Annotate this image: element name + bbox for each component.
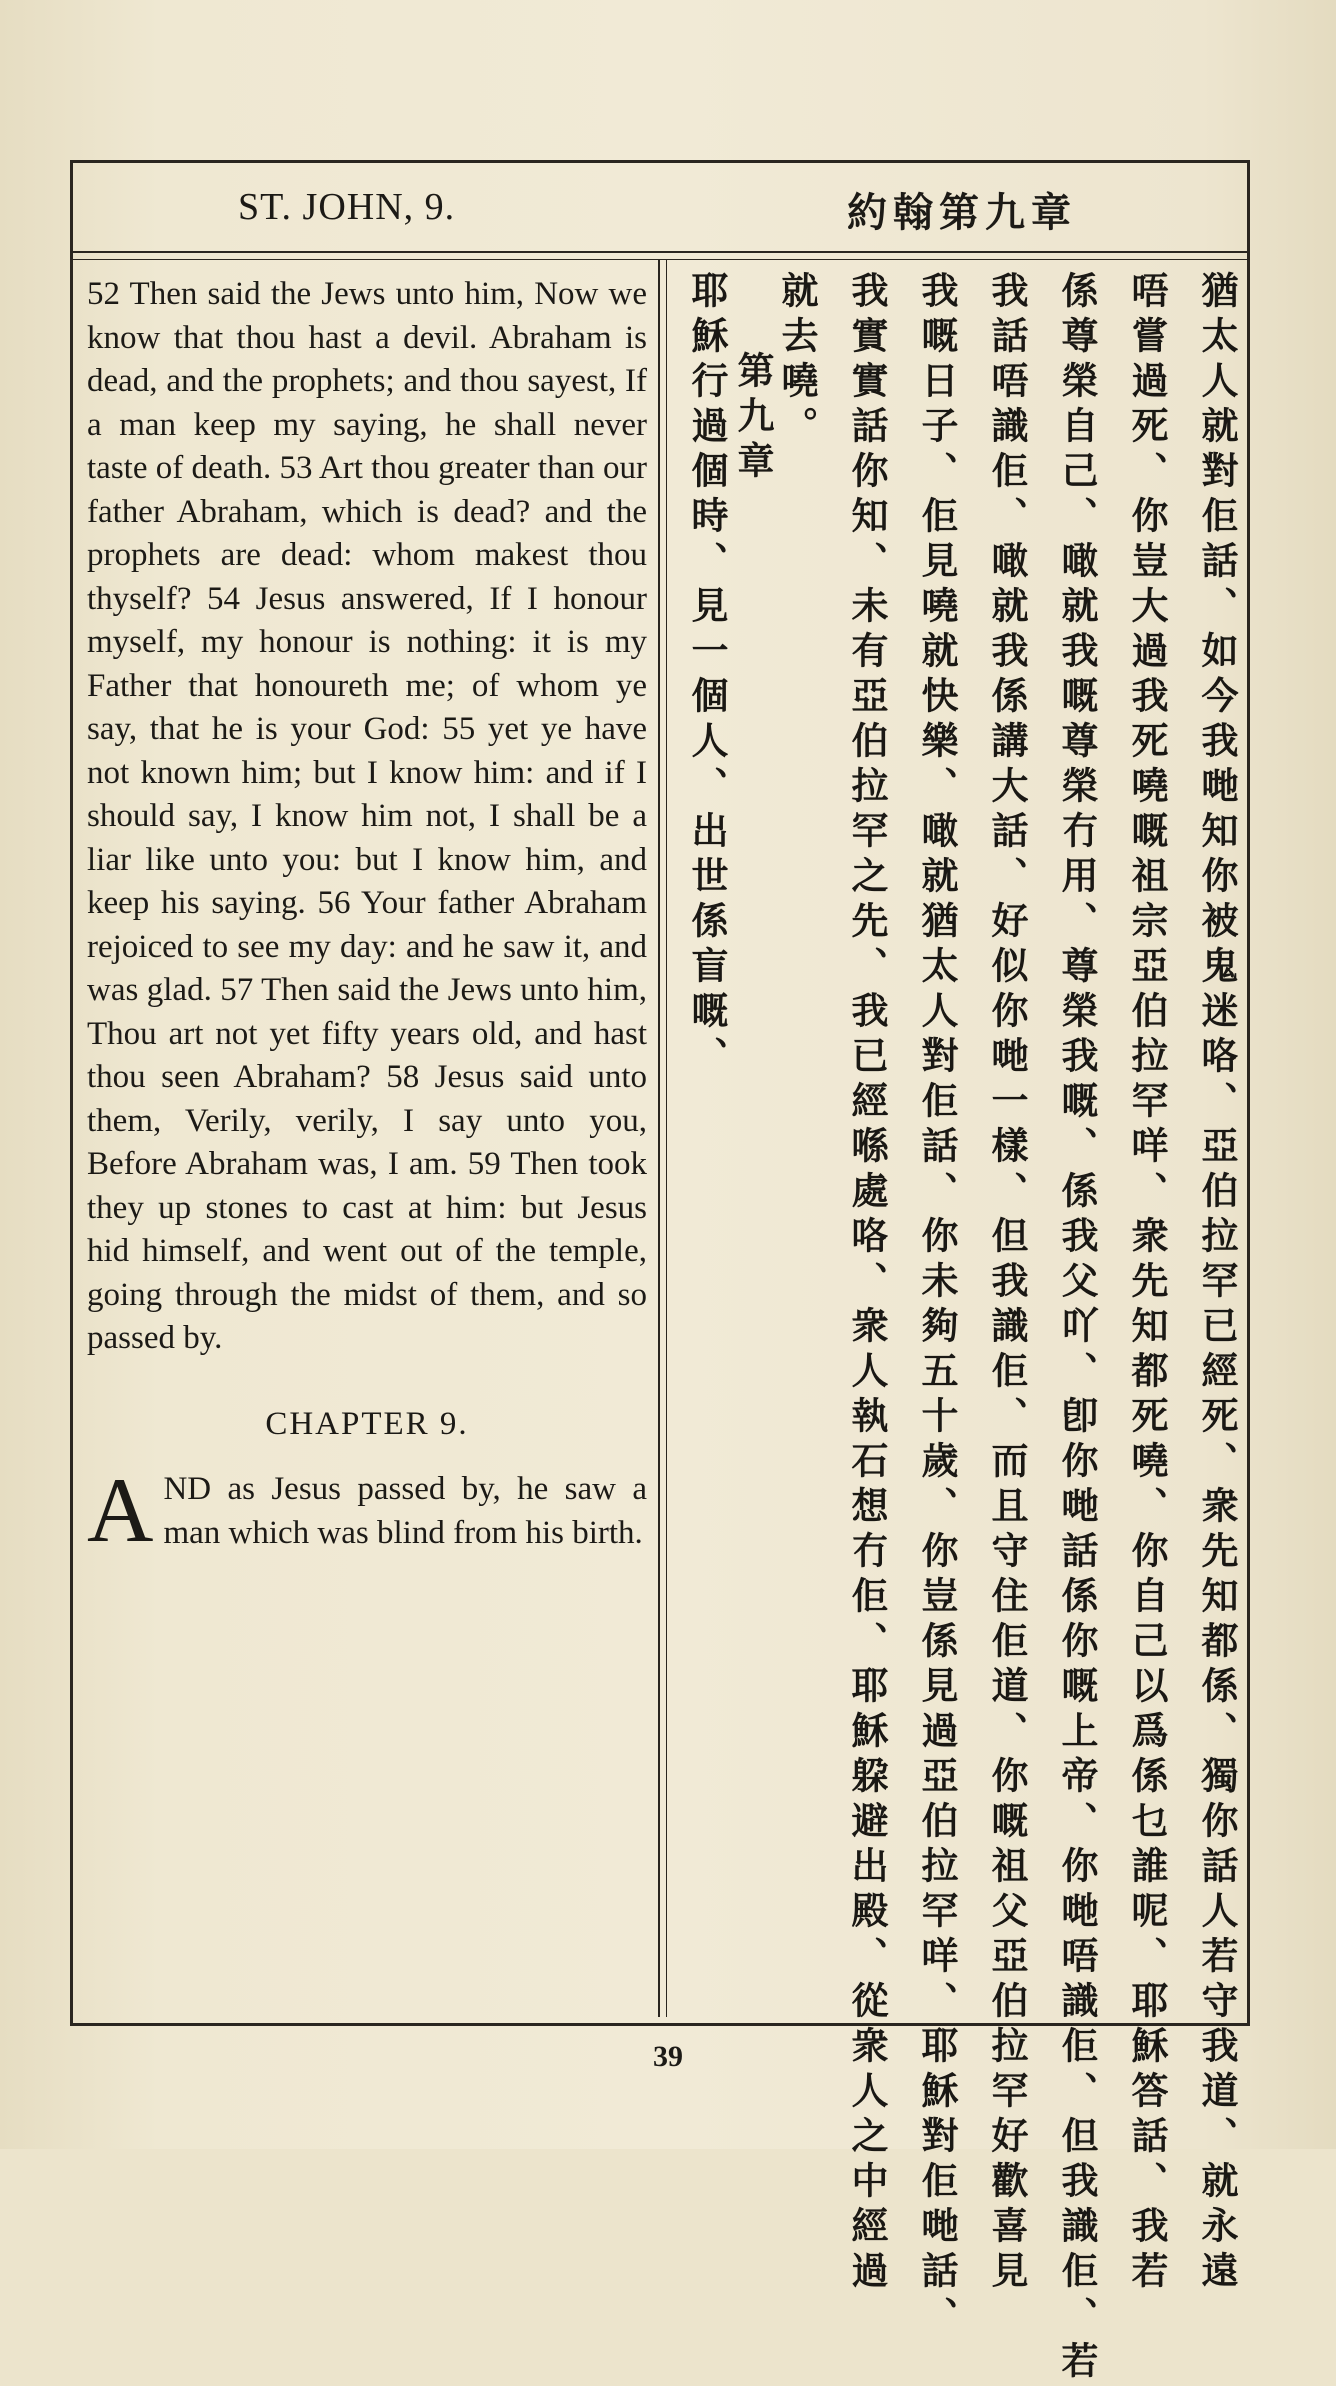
english-chapter-9-text: ND as Jesus passed by, he saw a man which was blind from his birth. [163,1471,647,1551]
chinese-chapter-heading: 第九章 [731,351,774,486]
running-head-chinese: 約翰第九章 [847,190,1077,236]
page-number: 39 [653,2040,683,2073]
header-rule-inner [73,259,1247,260]
column-divider [658,259,660,2017]
chinese-line-6: 我實實話你知、未有亞伯拉罕之先、我已經喺處咯、衆人執石想冇佢、耶穌躱避出殿、從衆人之中經過 [845,271,888,2296]
chinese-line-1: 猶太人就對佢話、如今我哋知你被鬼迷咯、亞伯拉罕已經死、衆先知都係、獨你話人若守我道、就永遠 [1195,271,1238,2296]
chinese-line-3: 係尊榮自己、噉就我嘅尊榮冇用、尊榮我嘅、係我父吖、卽你哋話係你嘅上帝、你哋唔識佢、但我識佢、若 [1055,271,1098,2386]
header-rule [73,251,1247,253]
chinese-line-2: 唔嘗過死、你豈大過我死嘵嘅祖宗亞伯拉罕咩、衆先知都死嘵、你自己以爲係乜誰呢、耶穌答話、我若 [1125,271,1168,2296]
english-verses-52-59: 52 Then said the Jews unto him, Now we know that thou hast a devil. Abraham is dead, and the prophets; and thou sayest, If a man keep my saying, he shall never taste of death. 53 Art thou greater than our father Abraham, which is dead? and the prophets are dead: whom makest thou thyself? 54 Jesus answered, If I honour myself, my honour is nothing: it is my Father that honoureth me; of whom ye say, that he is your God: 55 yet ye have not known him; but I know him: and if I should say, I know him not, I shall be a liar like unto you: but I know him, and keep his saying. 56 Your father Abraham rejoiced to see my day: and he saw it, and was glad. 57 Then said the Jews unto him, Thou art not yet fifty years old, and hast thou seen Abraham? 58 Jesus said unto them, Verily, verily, I say unto you, Before Abraham was, I am. 59 Then took they up stones to cast at him: but Jesus hid himself, and went out of the temple, going through the midst of them, and so passed by. [87,276,647,1356]
column-divider-inner [666,259,667,2017]
chinese-column [679,271,1239,2386]
english-column [87,273,647,1561]
drop-cap: A [87,1459,154,1561]
chinese-line-5: 我嘅日子、佢見嘵就快樂、噉就猶太人對佢話、你未夠五十歲、你豈係見過亞伯拉罕咩、耶穌對佢哋話、 [915,271,958,2341]
chinese-line-8: 耶穌行過個時、見一個人、出世係盲嘅、 [685,271,728,1081]
chinese-line-7: 就去嘵。 [775,271,818,451]
english-chapter-9-verse-1 [87,1459,647,1561]
chinese-line-4: 我話唔識佢、噉就我係講大話、好似你哋一樣、但我識佢、而且守住佢道、你嘅祖父亞伯拉罕好歡喜見 [985,271,1028,2296]
chapter-title: CHAPTER 9. [265,1405,469,1442]
running-head-english: ST. JOHN, 9. [238,186,456,228]
